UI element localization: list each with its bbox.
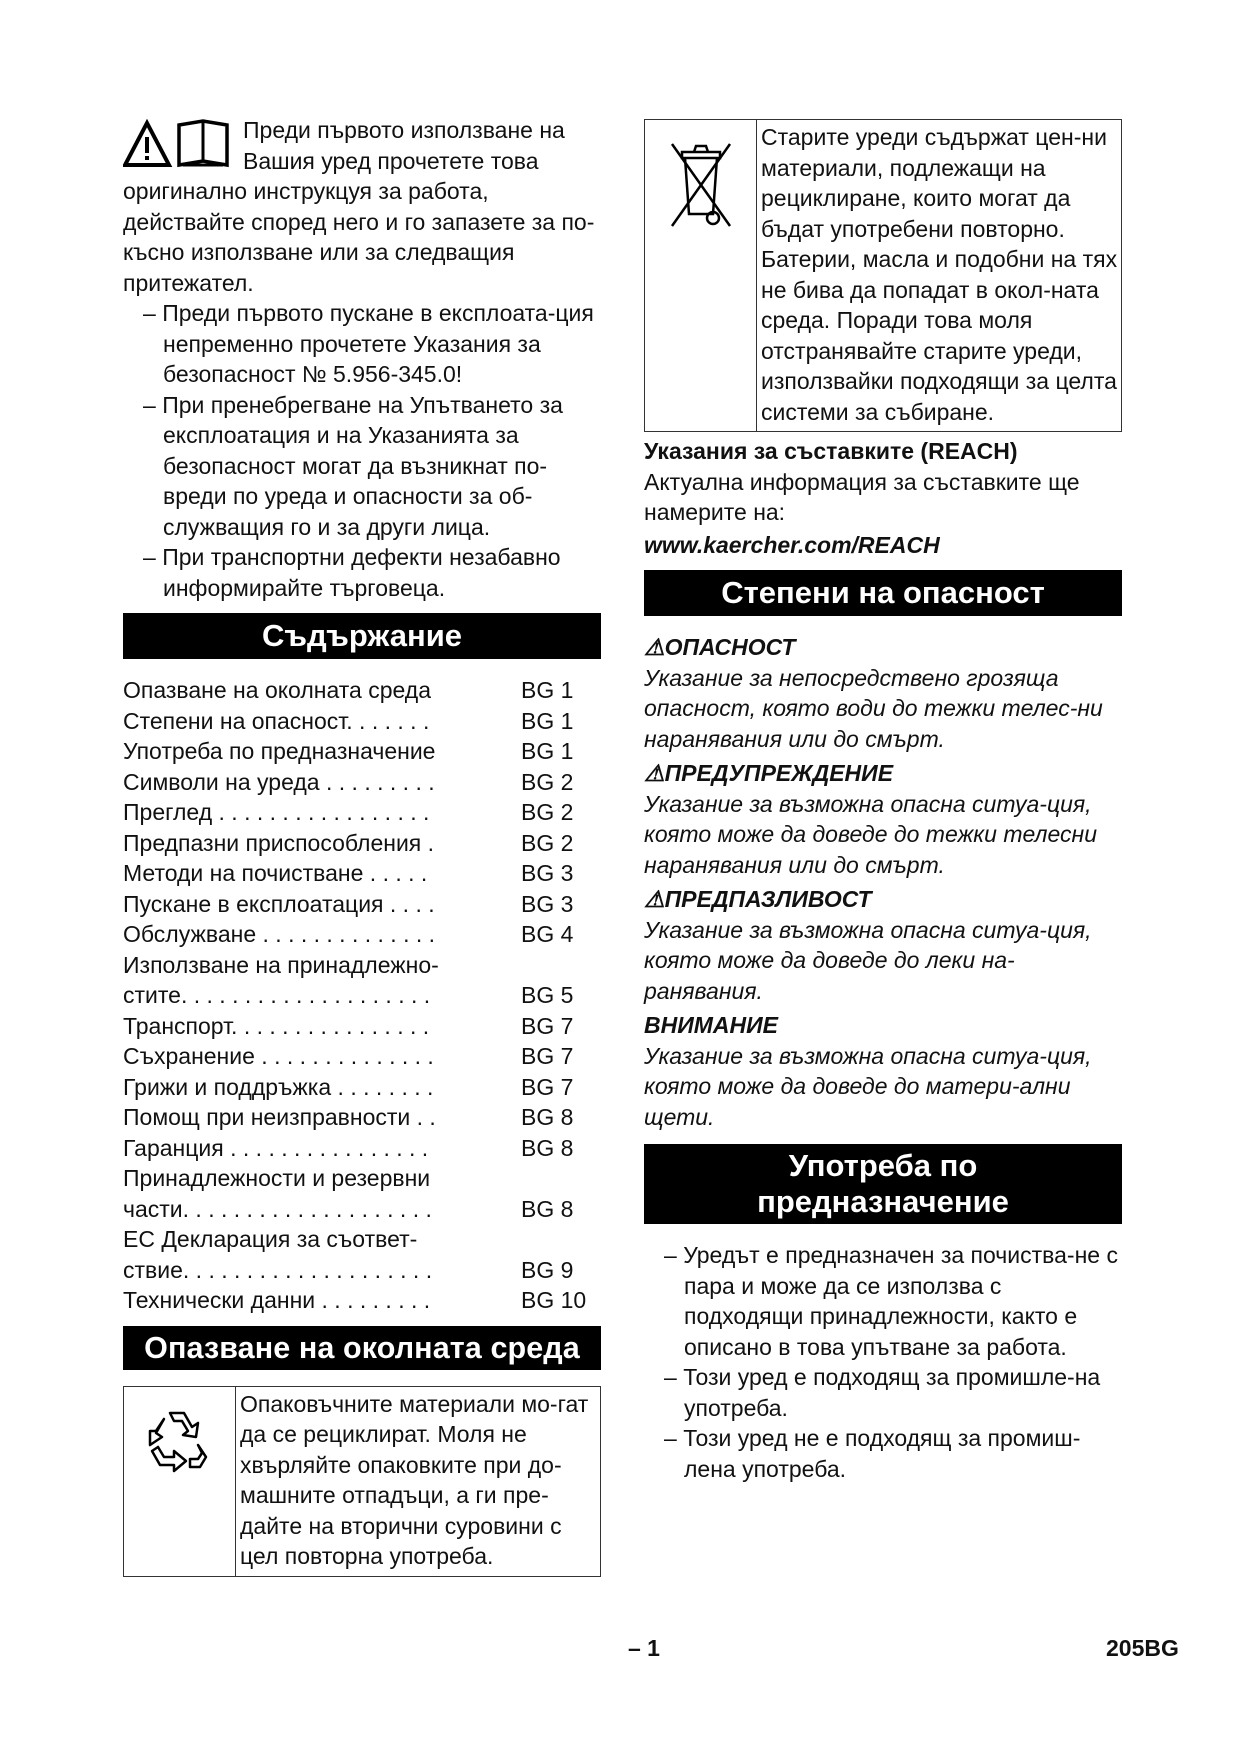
intro-text: оригинално инструкцуя за работа, действайте според него и го запазете за по-късно използване или за следващия притежател. [123,178,595,296]
toc-entry[interactable] [123,1285,601,1316]
toc-entry[interactable] [123,1224,601,1285]
recycle-cell [124,1386,236,1576]
toc-title: Транспорт. . . . . . . . . . . . . . . . [123,1012,430,1039]
intro-bullet: – При пренебрегване на Упътването за експлоатация и на Указанията за безопасност могат да възникнат по-вреди по уреда и опасности за об-служващия го и за други лица. [123,390,601,543]
danger-label: ⚠ОПАСНОСТ [644,634,796,660]
usage-bullet: – Уредът е предназначен за почиства-не с пара и може да се използва с подходящи принадлежности, както е описано в това упътване за работа. [644,1240,1122,1362]
toc-title: Символи на уреда . . . . . . . . . [123,768,435,795]
toc-entry[interactable] [123,1102,601,1133]
warning-triangle-icon: ⚠ [644,886,665,912]
recycle-icon [140,1401,220,1481]
packaging-text: Опаковъчните материали мо-гат да се рециклират. Моля не хвърляйте опаковките при до-машните отпадъци, а ги пре-дайте на вторични суровини с цел повторна употреба. [236,1386,601,1576]
toc-title-cont: части. . . . . . . . . . . . . . . . . . . . [123,1195,432,1222]
usage-bullet: – Този уред не е подходящ за промиш-лена употреба. [644,1423,1122,1484]
notice-text: Указание за възможна опасна ситуа-ция, която може да доведе до матери-ални щети. [644,1042,1092,1130]
toc-entry[interactable] [123,1011,601,1042]
toc-page: BG 9 [521,1256,574,1283]
toc-entry[interactable] [123,858,601,889]
toc-page: BG 2 [521,799,574,825]
old-devices-box [644,119,1122,432]
contents-heading: Съдържание [123,613,601,659]
intro-bullet: – При транспортни дефекти незабавно информирайте търговеца. [123,542,601,603]
toc-page: BG 1 [521,677,574,703]
warning-triangle-icon: ⚠ [644,634,665,660]
toc-entry[interactable] [123,1072,601,1103]
hazard-heading: Степени на опасност [644,570,1122,616]
toc-title: Употреба по предназначение [123,738,436,764]
caution-label: ⚠ПРЕДПАЗЛИВОСТ [644,886,872,912]
toc-title: ЕС Декларация за съответ- [123,1226,418,1252]
toc-title: Пускане в експлоатация . . . . [123,890,435,917]
caution-text: Указание за възможна опасна ситуа-ция, която може да доведе до леки на-ранявания. [644,916,1092,1004]
toc-title: Степени на опасност. . . . . . . [123,707,430,734]
toc-title: Предпазни приспособления . [123,829,435,856]
toc-title: Опазване на околната среда [123,677,431,703]
toc-title: Преглед . . . . . . . . . . . . . . . . . [123,799,430,825]
notice-label: ВНИМАНИЕ [644,1012,779,1038]
toc-title: Грижи и поддръжка . . . . . . . . [123,1073,434,1100]
toc-page: BG 3 [521,890,574,917]
toc-page: BG 8 [521,1134,574,1161]
toc-page: BG 7 [521,1043,574,1069]
toc-page: BG 8 [521,1104,574,1130]
toc-entry[interactable] [123,1133,601,1164]
intro-line-1: Преди първото използване на [243,117,565,143]
warning-manual-icon [123,117,235,173]
toc-entry[interactable] [123,919,601,950]
doc-code: 205BG [1106,1635,1179,1661]
toc-page: BG 1 [521,707,574,734]
right-column [644,119,1122,1484]
intro-bullet: – Преди първото пускане в експлоата-ция непременно прочетете Указания за безопасност № 5.956-345.0! [123,298,601,390]
toc-entry[interactable] [123,950,601,1011]
toc-title: Методи на почистване . . . . . [123,860,428,886]
environment-heading: Опазване на околната среда [123,1326,601,1370]
toc-title: Използване на принадлежно- [123,951,439,978]
toc-page: BG 2 [521,829,574,856]
danger-text: Указание за непосредствено грозяща опасност, която води до тежки телес-ни наранявания или до смърт. [644,664,1103,752]
warning-label: ⚠ПРЕДУПРЕЖДЕНИЕ [644,760,894,786]
toc-entry[interactable] [123,736,601,767]
bin-cell [645,120,757,432]
toc-page: BG 3 [521,860,574,886]
crossed-bin-icon [666,134,736,230]
old-devices-text: Старите уреди съдържат цен-ни материали, подлежащи на рециклиране, които могат да бъдат употребени повторно. Батерии, масла и подобни на тях не бива да попадат в окол-ната среда. Поради това моля отстранявайте старите уреди, използвайки подходящи за целта системи за събиране. [757,120,1122,432]
left-column [123,115,601,1577]
packaging-box [123,1386,601,1577]
intro-line-2: Вашия уред прочетете това [243,147,539,174]
toc-title-cont: ствие. . . . . . . . . . . . . . . . . . . . [123,1256,433,1283]
toc-entry[interactable] [123,828,601,859]
toc-page: BG 7 [521,1073,574,1100]
toc-entry[interactable] [123,889,601,920]
toc-entry[interactable] [123,675,601,706]
reach-title: Указания за съставките (REACH) [644,438,1018,464]
usage-heading: Употреба по предназначение [644,1144,1122,1224]
toc-page: BG 4 [521,921,574,947]
intro [123,115,601,603]
toc-title: Помощ при неизправности . . [123,1104,436,1130]
page-number: – 1 [628,1635,660,1661]
warning-triangle-icon: ⚠ [644,760,665,786]
toc-page: BG 1 [521,738,574,764]
usage-bullet: – Този уред е подходящ за промишле-на употреба. [644,1362,1122,1423]
toc-page: BG 5 [521,982,574,1008]
toc-title: Технически данни . . . . . . . . . [123,1287,431,1313]
toc-title-cont: стите. . . . . . . . . . . . . . . . . . . . [123,982,431,1008]
toc-entry[interactable] [123,1163,601,1224]
toc-title: Обслужване . . . . . . . . . . . . . . [123,921,436,947]
toc-entry[interactable] [123,1041,601,1072]
toc-entry[interactable] [123,767,601,798]
warning-text: Указание за възможна опасна ситуа-ция, която може да доведе до тежки телесни наранявания или до смърт. [644,790,1097,878]
toc-page: BG 10 [521,1287,587,1313]
toc-page: BG 7 [521,1012,574,1039]
toc-title: Принадлежности и резервни [123,1165,431,1191]
table-of-contents [123,675,601,1316]
toc-entry[interactable] [123,706,601,737]
reach-link[interactable]: www.kaercher.com/REACH [644,531,940,558]
toc-title: Съхранение . . . . . . . . . . . . . . [123,1043,434,1069]
toc-page: BG 8 [521,1195,574,1222]
reach-text: Актуална информация за съставките ще намерите на: [644,468,1080,525]
toc-entry[interactable] [123,797,601,828]
toc-page: BG 2 [521,768,574,795]
toc-title: Гаранция . . . . . . . . . . . . . . . . [123,1134,429,1161]
